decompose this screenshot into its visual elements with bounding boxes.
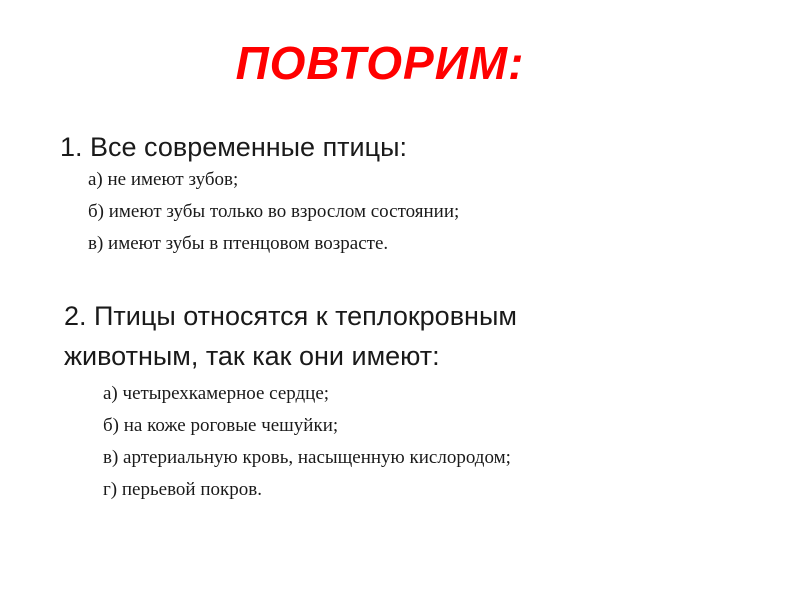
slide-title: ПОВТОРИМ: bbox=[235, 37, 525, 89]
question-1: 1. Все современные птицы: bbox=[60, 132, 408, 162]
answer-2c: в) артериальную кровь, насыщенную кислородом; bbox=[103, 447, 511, 468]
answer-1b: б) имеют зубы только во взрослом состоянии; bbox=[88, 201, 460, 222]
question-2-line-1: 2. Птицы относятся к теплокровным bbox=[64, 301, 517, 331]
answer-2a: а) четырехкамерное сердце; bbox=[103, 383, 330, 404]
answer-1a: а) не имеют зубов; bbox=[88, 169, 239, 190]
question-2-line-2: животным, так как они имеют: bbox=[64, 341, 440, 371]
answer-1c: в) имеют зубы в птенцовом возрасте. bbox=[88, 233, 389, 254]
question-2-answers bbox=[103, 378, 511, 506]
answer-2b: б) на коже роговые чешуйки; bbox=[103, 415, 339, 436]
question-2 bbox=[64, 296, 764, 376]
answer-2d: г) перьевой покров. bbox=[103, 479, 262, 500]
question-1-answers bbox=[88, 164, 459, 260]
